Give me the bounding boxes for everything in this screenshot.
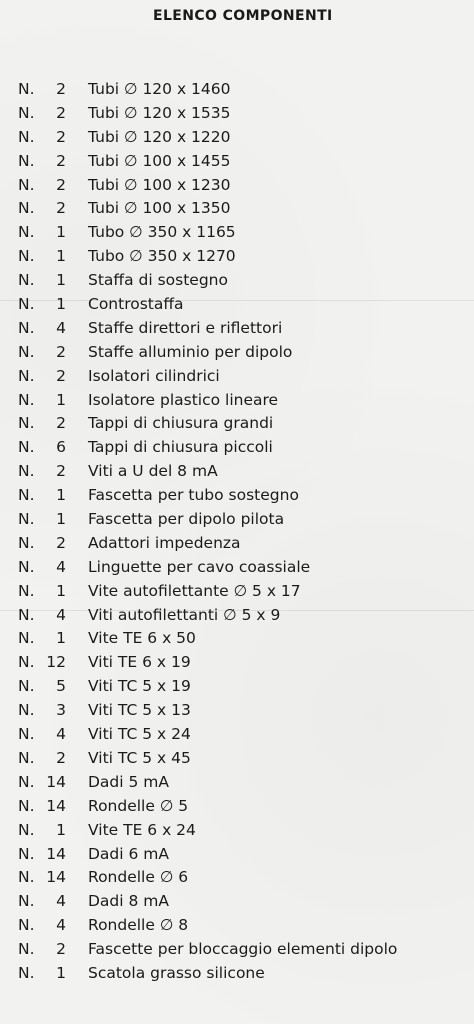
list-item bbox=[0, 771, 474, 795]
item-quantity: 2 bbox=[56, 414, 66, 433]
item-quantity: 14 bbox=[46, 772, 66, 791]
item-quantity: 1 bbox=[56, 581, 66, 600]
list-item bbox=[0, 389, 474, 413]
page-title: ELENCO COMPONENTI bbox=[153, 8, 333, 24]
item-description: Rondelle ∅ 5 bbox=[88, 796, 189, 815]
item-quantity: 2 bbox=[56, 127, 66, 146]
item-description: Linguette per cavo coassiale bbox=[88, 557, 311, 576]
item-prefix: N. bbox=[18, 390, 35, 409]
item-quantity: 1 bbox=[56, 629, 66, 648]
item-quantity: 4 bbox=[56, 557, 66, 576]
item-description: Tubi ∅ 120 x 1460 bbox=[88, 80, 231, 98]
list-item bbox=[0, 293, 474, 317]
list-item bbox=[0, 197, 474, 221]
item-quantity: 4 bbox=[56, 916, 66, 935]
list-item bbox=[0, 412, 474, 436]
item-description: Tubi ∅ 120 x 1220 bbox=[88, 127, 231, 146]
item-prefix: N. bbox=[18, 414, 35, 433]
item-prefix: N. bbox=[18, 271, 35, 290]
item-prefix: N. bbox=[18, 963, 35, 982]
list-item bbox=[0, 699, 474, 723]
item-description: Viti TC 5 x 19 bbox=[88, 677, 191, 696]
item-quantity: 4 bbox=[56, 892, 66, 911]
item-prefix: N. bbox=[18, 223, 35, 242]
list-item bbox=[0, 174, 474, 198]
item-prefix: N. bbox=[18, 438, 35, 457]
item-quantity: 1 bbox=[56, 247, 66, 266]
item-prefix: N. bbox=[18, 844, 35, 863]
item-description: Isolatore plastico lineare bbox=[88, 390, 279, 409]
item-description: Rondelle ∅ 8 bbox=[88, 916, 189, 935]
item-prefix: N. bbox=[18, 653, 35, 672]
item-quantity: 1 bbox=[56, 223, 66, 242]
item-quantity: 2 bbox=[56, 103, 66, 122]
item-quantity: 2 bbox=[56, 151, 66, 170]
list-item bbox=[0, 341, 474, 365]
item-quantity: 14 bbox=[46, 868, 66, 887]
list-item bbox=[0, 365, 474, 389]
item-description: Dadi 5 mA bbox=[88, 772, 169, 791]
item-quantity: 1 bbox=[56, 963, 66, 982]
item-description: Tubi ∅ 100 x 1455 bbox=[88, 151, 231, 170]
list-item bbox=[0, 747, 474, 771]
item-quantity: 2 bbox=[56, 462, 66, 481]
item-quantity: 1 bbox=[56, 820, 66, 839]
item-prefix: N. bbox=[18, 892, 35, 911]
list-item bbox=[0, 651, 474, 675]
list-item bbox=[0, 819, 474, 843]
item-description: Tubi ∅ 100 x 1230 bbox=[88, 175, 231, 194]
list-item bbox=[0, 795, 474, 819]
item-description: Scatola grasso silicone bbox=[88, 963, 265, 982]
list-item bbox=[0, 914, 474, 938]
item-description: Viti autofilettanti ∅ 5 x 9 bbox=[88, 605, 281, 624]
list-item bbox=[0, 556, 474, 580]
item-prefix: N. bbox=[18, 701, 35, 720]
item-quantity: 4 bbox=[56, 318, 66, 337]
item-description: Isolatori cilindrici bbox=[88, 366, 220, 385]
item-prefix: N. bbox=[18, 127, 35, 146]
item-prefix: N. bbox=[18, 677, 35, 696]
item-description: Tubi ∅ 100 x 1350 bbox=[88, 199, 231, 218]
item-quantity: 2 bbox=[56, 175, 66, 194]
item-quantity: 14 bbox=[46, 796, 66, 815]
item-prefix: N. bbox=[18, 80, 35, 98]
item-quantity: 1 bbox=[56, 271, 66, 290]
item-prefix: N. bbox=[18, 940, 35, 959]
item-description: Viti TC 5 x 45 bbox=[88, 748, 191, 767]
item-prefix: N. bbox=[18, 533, 35, 552]
item-prefix: N. bbox=[18, 772, 35, 791]
list-item bbox=[0, 150, 474, 174]
item-description: Adattori impedenza bbox=[88, 533, 241, 552]
item-description: Vite TE 6 x 50 bbox=[88, 629, 196, 648]
list-item bbox=[0, 604, 474, 628]
item-description: Tappi di chiusura grandi bbox=[88, 414, 274, 433]
item-quantity: 4 bbox=[56, 605, 66, 624]
item-prefix: N. bbox=[18, 916, 35, 935]
item-prefix: N. bbox=[18, 748, 35, 767]
item-description: Tappi di chiusura piccoli bbox=[88, 438, 273, 457]
list-item bbox=[0, 532, 474, 556]
item-quantity: 2 bbox=[56, 940, 66, 959]
item-quantity: 6 bbox=[56, 438, 66, 457]
item-description: Vite TE 6 x 24 bbox=[88, 820, 196, 839]
item-prefix: N. bbox=[18, 199, 35, 218]
list-item bbox=[0, 580, 474, 604]
list-item bbox=[0, 627, 474, 651]
list-item bbox=[0, 675, 474, 699]
item-prefix: N. bbox=[18, 796, 35, 815]
item-prefix: N. bbox=[18, 510, 35, 529]
list-item bbox=[0, 890, 474, 914]
item-prefix: N. bbox=[18, 486, 35, 505]
item-quantity: 3 bbox=[56, 701, 66, 720]
item-quantity: 1 bbox=[56, 510, 66, 529]
item-prefix: N. bbox=[18, 629, 35, 648]
list-item bbox=[0, 78, 474, 102]
list-item bbox=[0, 317, 474, 341]
item-prefix: N. bbox=[18, 462, 35, 481]
list-item bbox=[0, 245, 474, 269]
item-prefix: N. bbox=[18, 318, 35, 337]
list-item bbox=[0, 126, 474, 150]
item-quantity: 2 bbox=[56, 80, 66, 98]
item-description: Dadi 6 mA bbox=[88, 844, 169, 863]
item-description: Viti TE 6 x 19 bbox=[88, 653, 191, 672]
item-description: Fascette per bloccaggio elementi dipolo bbox=[88, 940, 398, 959]
item-prefix: N. bbox=[18, 151, 35, 170]
item-description: Staffe direttori e riflettori bbox=[88, 318, 283, 337]
item-quantity: 14 bbox=[46, 844, 66, 863]
item-quantity: 2 bbox=[56, 748, 66, 767]
item-prefix: N. bbox=[18, 868, 35, 887]
item-quantity: 12 bbox=[46, 653, 66, 672]
item-quantity: 2 bbox=[56, 366, 66, 385]
item-prefix: N. bbox=[18, 175, 35, 194]
item-prefix: N. bbox=[18, 295, 35, 314]
list-item bbox=[0, 269, 474, 293]
item-quantity: 5 bbox=[56, 677, 66, 696]
list-item bbox=[0, 508, 474, 532]
item-quantity: 4 bbox=[56, 725, 66, 744]
item-description: Controstaffa bbox=[88, 295, 184, 314]
item-description: Rondelle ∅ 6 bbox=[88, 868, 189, 887]
item-description: Fascetta per tubo sostegno bbox=[88, 486, 299, 505]
item-description: Dadi 8 mA bbox=[88, 892, 169, 911]
item-prefix: N. bbox=[18, 605, 35, 624]
item-prefix: N. bbox=[18, 557, 35, 576]
item-description: Staffe alluminio per dipolo bbox=[88, 342, 293, 361]
item-description: Viti TC 5 x 13 bbox=[88, 701, 191, 720]
item-quantity: 1 bbox=[56, 295, 66, 314]
list-item bbox=[0, 221, 474, 245]
item-description: Fascetta per dipolo pilota bbox=[88, 510, 285, 529]
item-description: Tubo ∅ 350 x 1165 bbox=[88, 223, 236, 242]
list-item bbox=[0, 484, 474, 508]
item-description: Tubo ∅ 350 x 1270 bbox=[88, 247, 236, 266]
list-item bbox=[0, 460, 474, 484]
item-prefix: N. bbox=[18, 581, 35, 600]
item-prefix: N. bbox=[18, 342, 35, 361]
list-item bbox=[0, 962, 474, 986]
list-item bbox=[0, 866, 474, 890]
list-item bbox=[0, 102, 474, 126]
item-description: Tubi ∅ 120 x 1535 bbox=[88, 103, 231, 122]
item-description: Viti a U del 8 mA bbox=[88, 462, 218, 481]
item-description: Vite autofilettante ∅ 5 x 17 bbox=[88, 581, 301, 600]
list-item bbox=[0, 436, 474, 460]
list-item bbox=[0, 938, 474, 962]
item-quantity: 2 bbox=[56, 342, 66, 361]
item-quantity: 1 bbox=[56, 390, 66, 409]
item-prefix: N. bbox=[18, 820, 35, 839]
list-item bbox=[0, 723, 474, 747]
list-item bbox=[0, 843, 474, 867]
item-quantity: 1 bbox=[56, 486, 66, 505]
item-quantity: 2 bbox=[56, 533, 66, 552]
item-prefix: N. bbox=[18, 725, 35, 744]
item-description: Staffa di sostegno bbox=[88, 271, 228, 290]
item-quantity: 2 bbox=[56, 199, 66, 218]
item-description: Viti TC 5 x 24 bbox=[88, 725, 191, 744]
item-prefix: N. bbox=[18, 366, 35, 385]
component-list bbox=[0, 78, 474, 986]
item-prefix: N. bbox=[18, 103, 35, 122]
item-prefix: N. bbox=[18, 247, 35, 266]
